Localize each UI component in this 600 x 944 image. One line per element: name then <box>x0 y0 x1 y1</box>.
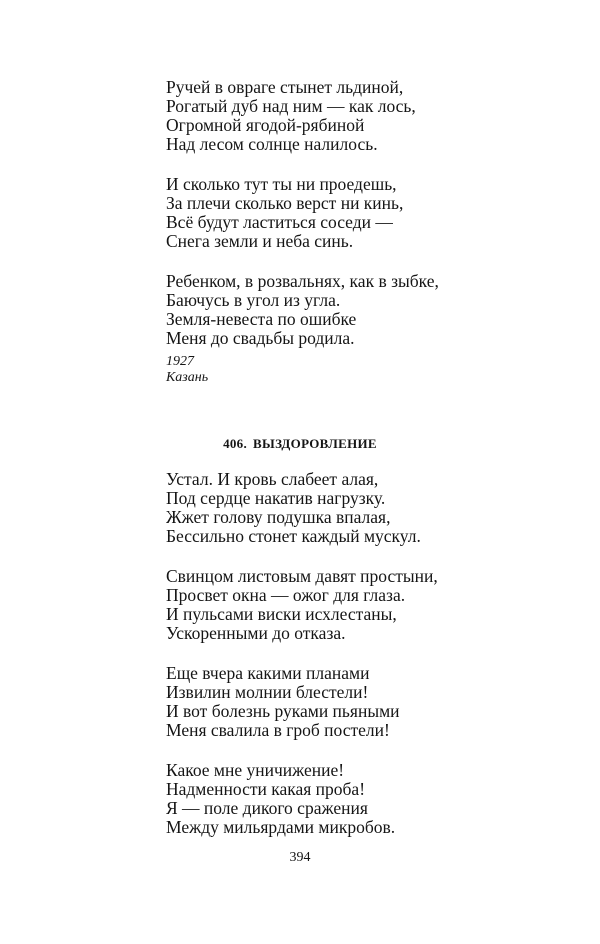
verse-line: Снега земли и неба синь. <box>166 231 354 251</box>
verse-line: Надменности какая проба! <box>166 779 366 799</box>
verse-line: Ускоренными до отказа. <box>166 623 346 643</box>
verse-line: Всё будут ластиться соседи — <box>166 212 393 232</box>
verse-line: Просвет окна — ожог для глаза. <box>166 585 406 605</box>
verse-line: Между мильярдами микробов. <box>166 817 396 837</box>
verse-line: Жжет голову подушка впалая, <box>166 507 391 527</box>
poem-heading <box>0 436 600 452</box>
verse-line: Какое мне уничижение! <box>166 760 345 780</box>
verse-line: Извилин молнии блестели! <box>166 682 369 702</box>
verse-line: Меня до свадьбы родила. <box>166 328 355 348</box>
stanza <box>166 761 395 837</box>
verse-line: И сколько тут ты ни проедешь, <box>166 174 397 194</box>
verse-line: Над лесом солнце налилось. <box>166 134 378 154</box>
poem-title: ВЫЗДОРОВЛЕНИЕ <box>253 436 377 451</box>
verse-line: Ребенком, в розвальнях, как в зыбке, <box>166 271 439 291</box>
verse-line: Бессильно стонет каждый мускул. <box>166 526 421 546</box>
verse-line: Меня свалила в гроб постели! <box>166 720 390 740</box>
verse-line: Огромной ягодой-рябиной <box>166 115 365 135</box>
stanza <box>166 664 400 740</box>
poem-place: Казань <box>166 370 209 385</box>
verse-line: Земля-невеста по ошибке <box>166 309 357 329</box>
stanza <box>166 272 439 348</box>
stanza <box>166 78 416 154</box>
verse-line: Я — поле дикого сражения <box>166 798 368 818</box>
poem-year: 1927 <box>166 354 194 369</box>
verse-line: И пульсами виски исхлестаны, <box>166 604 397 624</box>
verse-line: И вот болезнь руками пьяными <box>166 701 400 721</box>
stanza <box>166 175 403 251</box>
verse-line: За плечи сколько верст ни кинь, <box>166 193 404 213</box>
stanza <box>166 567 438 643</box>
verse-line: Рогатый дуб над ним — как лось, <box>166 96 416 116</box>
verse-line: Баючусь в угол из угла. <box>166 290 341 310</box>
verse-line: Под сердце накатив нагрузку. <box>166 488 386 508</box>
verse-line: Еще вчера какими планами <box>166 663 370 683</box>
verse-line: Устал. И кровь слабеет алая, <box>166 469 379 489</box>
stanza <box>166 470 421 546</box>
page-number: 394 <box>289 850 311 865</box>
verse-line: Свинцом листовым давят простыни, <box>166 566 438 586</box>
poem-number: 406. <box>223 436 248 451</box>
verse-line: Ручей в овраге стынет льдиной, <box>166 77 404 97</box>
